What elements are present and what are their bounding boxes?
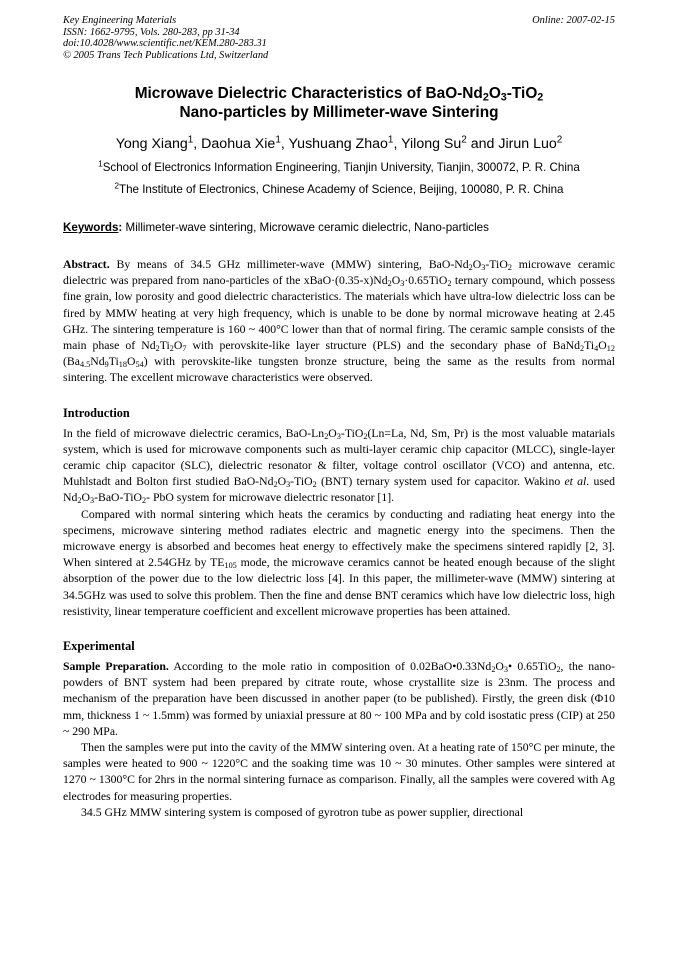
author: Yilong Su [401, 136, 462, 152]
keywords-label: Keywords [63, 221, 119, 234]
author-affiliation-mark: 1 [275, 134, 281, 146]
author-affiliation-mark: 2 [556, 134, 563, 146]
abstract: Abstract. By means of 34.5 GHz millimeter-wave (MMW) sintering, BaO-$Nd_2O_3-TiO_2$ microwave ceramic dielectric was prepared from nano-particles of the $xBaO\cdot(0.35-x)Nd_2O_3\cdot 0.65TiO_2$ ternary compound, which possess fine grain, low porosity and good dielectric characteristics. The materials which have ultra-low dielectric loss can be fired by MMW heating at very high frequency, which is unable to be done by normal microwave heating at 2.45 GHz. The sintering temperature is 160 ~ 400°C lower than that of normal firing. The ceramic sample consists of the main phase of $Nd_2Ti_2O_7$ with perovskite-like layer structure (PLS) and the secondary phase of $BaNd_2Ti_4O_{12}$ $(Ba_{4.5}Nd_9Ti_{18}O_{54})$ with perovskite-like tungsten bronze structure, being the same as the results from normal sintering. The excellent microwave characteristics were observed. [63, 258, 615, 385]
section-heading-introduction: Introduction [63, 405, 130, 420]
author: Yong Xiang [115, 136, 188, 152]
title-line-1: Microwave Dielectric Characteristics of BaO-$Nd_2O_3-TiO_2$ [134, 85, 544, 104]
keywords-text: Millimeter-wave sintering, Microwave ceramic dielectric, Nano-particles [125, 221, 489, 234]
paragraph: In the field of microwave dielectric ceramics, BaO-$Ln_2O_3-TiO_2(Ln=La$, Nd, Sm, Pr) is the most valuable matarials system, which is used for microwave components such as multi-layer ceramic chip capacitor (MLCC), single-layer ceramic chip capacitor (SLC), dielectric resonator & filter, voltage control oscillator (VCO) and antenna, etc. Muhlstadt and Bolton first studied BaO-$Nd_2O_3-TiO_2$ (BNT) ternary system used for capacitor. Wakino et al. used $Nd_2O_3-BaO-TiO_2-$ PbO system for microwave dielectric resonator [1]. [63, 426, 616, 506]
abstract-label: Abstract. [63, 258, 110, 271]
author-affiliation-mark: 1 [387, 134, 394, 146]
author: Jirun Luo [498, 136, 557, 152]
online-date: Online: 2007-02-15 [532, 15, 615, 26]
author-affiliation-mark: 1 [187, 134, 194, 146]
issn-line: ISSN: 1662-9795, Vols. 280-283, pp 31-34 [63, 26, 240, 38]
paper-title [63, 85, 615, 122]
section-heading-experimental: Experimental [63, 639, 135, 654]
author-list: Yong Xiang$^1$, Daohua Xie$^1$, Yushuang Zhao$^1$, Yilong Su$^2$ and Jirun Luo$^2$ [115, 134, 563, 152]
journal-name: Key Engineering Materials [63, 15, 177, 26]
experimental-body [63, 659, 615, 821]
affiliation-2: $^2$The Institute of Electronics, Chinese Academy of Science, Beijing, 100080, P. R. China [114, 181, 564, 196]
paragraph: Sample Preparation. According to the mole ratio in composition of $0.02BaO•0.33Nd_2O_3•$ 0.65TiO$_2$, the nano-powders of BNT system had been prepared by citrate route, whose crystallite size is 23nm. The process and mechanism of the preparation have been discussed in another paper (to be published). Firstly, the green disk (Φ10 mm, thickness 1 ~ 1.5mm) was formed by uniaxial pressure at 80 ~ 100 MPa and by cold isostatic press (CIP) at 250 ~ 290 MPa. [63, 660, 615, 738]
title-line-2: Nano-particles by Millimeter-wave Sintering [179, 103, 499, 121]
keywords: Keywords: Millimeter-wave sintering, Microwave ceramic dielectric, Nano-particles [63, 221, 489, 234]
copyright-line: © 2005 Trans Tech Publications Ltd, Switzerland [63, 49, 269, 61]
author: Yushuang Zhao [288, 136, 388, 152]
paragraph: Then the samples were put into the cavity of the MMW sintering oven. At a heating rate of 150°C per minute, the samples were heated to 900 ~ 1220°C and the soaking time was 10 ~ 30 minutes. Other samples were sintered at 1270 ~ 1300°C for 2hrs in the normal sintering furnace as comparison. Finally, all the samples were covered with Ag electrodes for measuring properties. [63, 741, 615, 803]
affiliation-1: $^1$School of Electronics Information Engineering, Tianjin University, Tianjin, 300072, P. R. China [98, 159, 580, 174]
journal-header [63, 15, 615, 61]
author-affiliation-mark: 2 [461, 134, 467, 146]
subsection-label: Sample Preparation. [63, 660, 169, 674]
doi-line: doi:10.4028/www.scientific.net/KEM.280-283.31 [63, 38, 267, 49]
author: Daohua Xie [201, 136, 276, 152]
introduction-body [63, 426, 615, 620]
paragraph: Compared with normal sintering which heats the ceramics by conducting and radiating heat energy into the specimens, microwave sintering method radiates electric and magnetic energy into the specimens. Then the microwave energy is absorbed and becomes heat energy to effectively make the specimens sintered rapidly [2, 3]. When sintered at 2.54GHz by $TE_{105}$ mode, the microwave ceramics cannot be heated enough because of the slight absorption of the power due to the low dielectric loss [4]. In this paper, the millimeter-wave (MMW) sintering at 34.5GHz was used to solve this problem. Then the fine and dense BNT ceramics which have low dielectric loss, high resistivity, linear temperature coefficient and excellent microwave properties has been attained. [63, 507, 616, 618]
paragraph: 34.5 GHz MMW sintering system is composed of gyrotron tube as power supplier, directional [81, 805, 524, 819]
